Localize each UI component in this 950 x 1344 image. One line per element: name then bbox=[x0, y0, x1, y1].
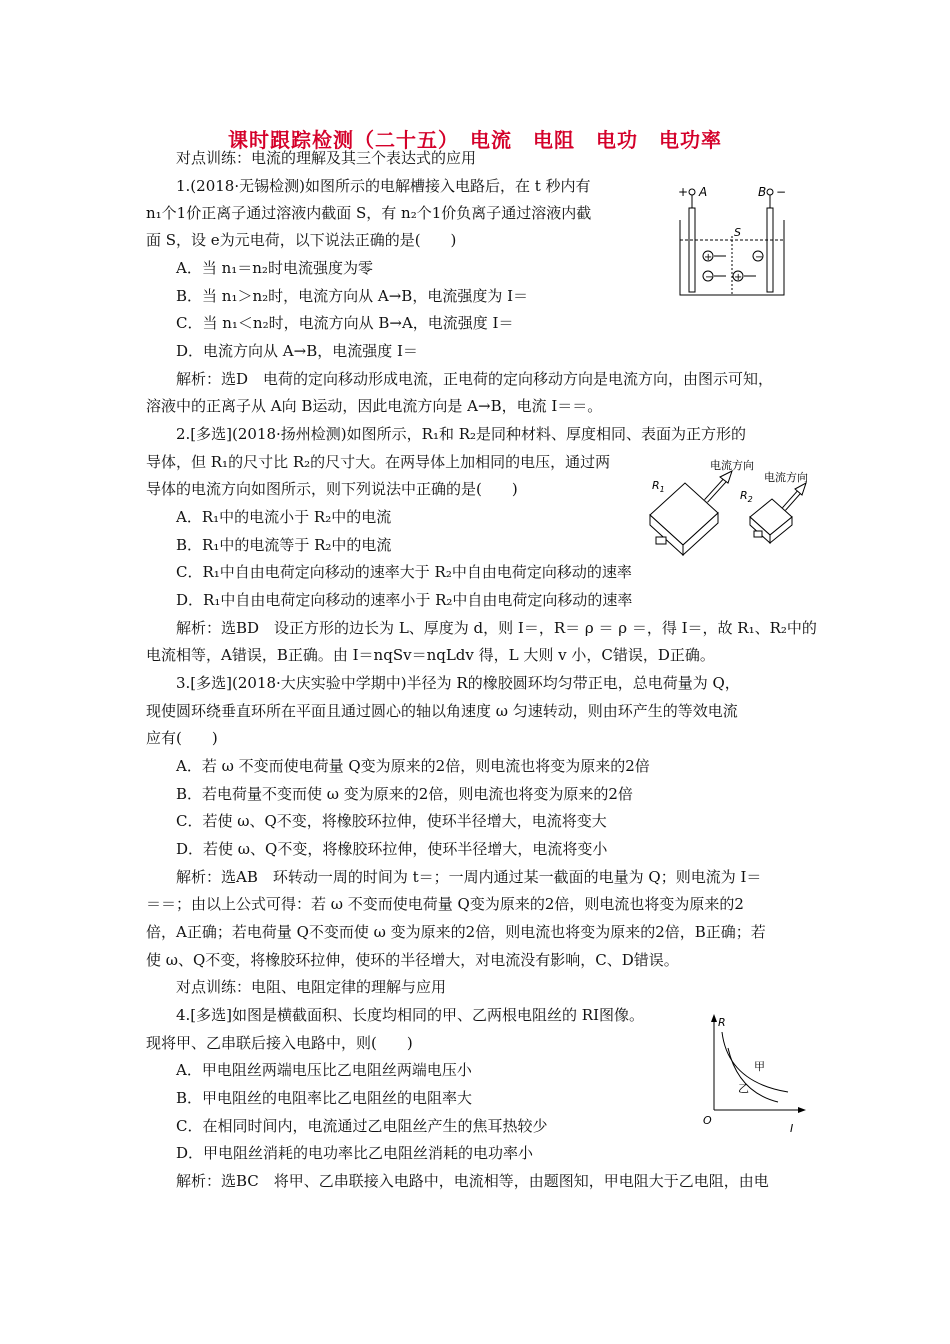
option-line: B．当 n₁＞n₂时，电流方向从 A→B，电流强度为 I＝ bbox=[176, 287, 529, 305]
option-line: D．若使 ω、Q不变，将橡胶环拉伸，使环半径增大，电流将变小 bbox=[176, 840, 608, 858]
curve-yi-label: 乙 bbox=[738, 1082, 749, 1095]
question-line: 导体的电流方向如图所示，则下列说法中正确的是( ) bbox=[146, 480, 518, 498]
option-line: C．R₁中自由电荷定向移动的速率大于 R₂中自由电荷定向移动的速率 bbox=[176, 563, 632, 581]
answer-line: 溶液中的正离子从 A向 B运动，因此电流方向是 A→B，电流 I＝＝。 bbox=[146, 397, 603, 415]
option-line: B．甲电阻丝的电阻率比乙电阻丝的电阻率大 bbox=[176, 1089, 473, 1107]
option-line: C．若使 ω、Q不变，将橡胶环拉伸，使环半径增大，电流将变大 bbox=[176, 812, 607, 830]
page-title: 课时跟踪检测（二十五） 电流 电阻 电功 电功率 bbox=[228, 128, 722, 152]
x-axis-label: I bbox=[790, 1122, 794, 1134]
question-line: 4.[多选]如图是横截面积、长度均相同的甲、乙两根电阻丝的 RI图像。 bbox=[176, 1006, 645, 1024]
answer-line: 倍，A正确；若电荷量 Q不变而使 ω 变为原来的2倍，则电流也将变为原来的2倍，B正确；若 bbox=[146, 923, 766, 941]
svg-text:+: + bbox=[704, 252, 713, 263]
answer-line: 电流相等，A错误，B正确。由 I＝nqSv＝nqLdv 得，L 大则 v 小，C错误，D正确。 bbox=[146, 646, 715, 664]
electrode-b-label: B bbox=[758, 185, 767, 199]
answer-line: 解析：选BD 设正方形的边长为 L、厚度为 d，则 I＝，R＝ ρ ＝ ρ ＝，得 I＝，故 R₁、R₂中的 bbox=[176, 619, 817, 637]
answer-line: ＝＝；由以上公式可得：若 ω 不变而使电荷量 Q变为原来的2倍，则电流也将变为原来的2 bbox=[146, 895, 744, 913]
option-line: A．若 ω 不变而使电荷量 Q变为原来的2倍，则电流也将变为原来的2倍 bbox=[176, 757, 650, 775]
curve-jia-label: 甲 bbox=[754, 1060, 765, 1073]
question-line: 1.(2018·无锡检测)如图所示的电解槽接入电路后，在 t 秒内有 bbox=[176, 177, 591, 195]
answer-line: 解析：选D 电荷的定向移动形成电流，正电荷的定向移动方向是电流方向，由图示可知， bbox=[176, 370, 774, 388]
option-line: C．在相同时间内，电流通过乙电阻丝产生的焦耳热较少 bbox=[176, 1117, 548, 1135]
section-heading: 对点训练：电流的理解及其三个表达式的应用 bbox=[176, 149, 477, 167]
svg-text:−: − bbox=[755, 252, 764, 263]
option-line: A．R₁中的电流小于 R₂中的电流 bbox=[176, 508, 392, 526]
conductor-blocks-figure bbox=[640, 455, 830, 565]
y-axis-label: R bbox=[718, 1016, 726, 1029]
electrode-a-label: A bbox=[699, 185, 708, 199]
minus-sign: − bbox=[776, 185, 787, 199]
section-heading: 对点训练：电阻、电阻定律的理解与应用 bbox=[176, 978, 447, 996]
option-line: D．电流方向从 A→B，电流强度 I＝ bbox=[176, 342, 418, 360]
r2-label: $R_2$ bbox=[740, 489, 753, 504]
option-line: B．R₁中的电流等于 R₂中的电流 bbox=[176, 536, 392, 554]
origin-label: O bbox=[703, 1114, 712, 1127]
answer-line: 解析：选BC 将甲、乙串联接入电路中，电流相等，由题图知，甲电阻大于乙电阻，由电 bbox=[176, 1172, 769, 1190]
plus-sign: + bbox=[678, 185, 689, 199]
r1-label: $R_1$ bbox=[652, 479, 665, 494]
electrolytic-cell-figure bbox=[672, 180, 802, 300]
r-i-graph-figure bbox=[698, 1012, 808, 1134]
answer-line: 解析：选AB 环转动一周的时间为 t＝；一周内通过某一截面的电量为 Q；则电流为 I＝ bbox=[176, 868, 762, 886]
question-line: 面 S，设 e为元电荷，以下说法正确的是( ) bbox=[146, 231, 457, 249]
question-line: 现将甲、乙串联后接入电路中，则( ) bbox=[146, 1034, 413, 1052]
current-direction-label-2: 电流方向 bbox=[764, 471, 808, 484]
option-line: B．若电荷量不变而使 ω 变为原来的2倍，则电流也将变为原来的2倍 bbox=[176, 785, 633, 803]
answer-line: 使 ω、Q不变，将橡胶环拉伸，使环的半径增大，对电流没有影响，C、D错误。 bbox=[146, 951, 679, 969]
section-s-label: S bbox=[734, 226, 741, 239]
option-line: C．当 n₁＜n₂时，电流方向从 B→A，电流强度 I＝ bbox=[176, 314, 514, 332]
svg-text:−: − bbox=[705, 272, 714, 283]
current-direction-label-1: 电流方向 bbox=[710, 459, 754, 472]
question-line: n₁个1价正离子通过溶液内截面 S，有 n₂个1价负离子通过溶液内截 bbox=[146, 204, 592, 222]
option-line: A．甲电阻丝两端电压比乙电阻丝两端电压小 bbox=[176, 1061, 472, 1079]
question-line: 现使圆环绕垂直环所在平面且通过圆心的轴以角速度 ω 匀速转动，则由环产生的等效电流 bbox=[146, 702, 738, 720]
svg-text:+: + bbox=[734, 272, 743, 283]
question-line: 3.[多选](2018·大庆实验中学期中)半径为 R的橡胶圆环均匀带正电，总电荷量为 Q， bbox=[176, 674, 740, 692]
question-line: 应有( ) bbox=[146, 729, 218, 747]
option-line: D．R₁中自由电荷定向移动的速率小于 R₂中自由电荷定向移动的速率 bbox=[176, 591, 633, 609]
option-line: A．当 n₁＝n₂时电流强度为零 bbox=[176, 259, 373, 277]
question-line: 导体，但 R₁的尺寸比 R₂的尺寸大。在两导体上加相同的电压，通过两 bbox=[146, 453, 611, 471]
question-line: 2.[多选](2018·扬州检测)如图所示，R₁和 R₂是同种材料、厚度相同、表面为正方形的 bbox=[176, 425, 747, 443]
option-line: D．甲电阻丝消耗的电功率比乙电阻丝消耗的电功率小 bbox=[176, 1144, 534, 1162]
